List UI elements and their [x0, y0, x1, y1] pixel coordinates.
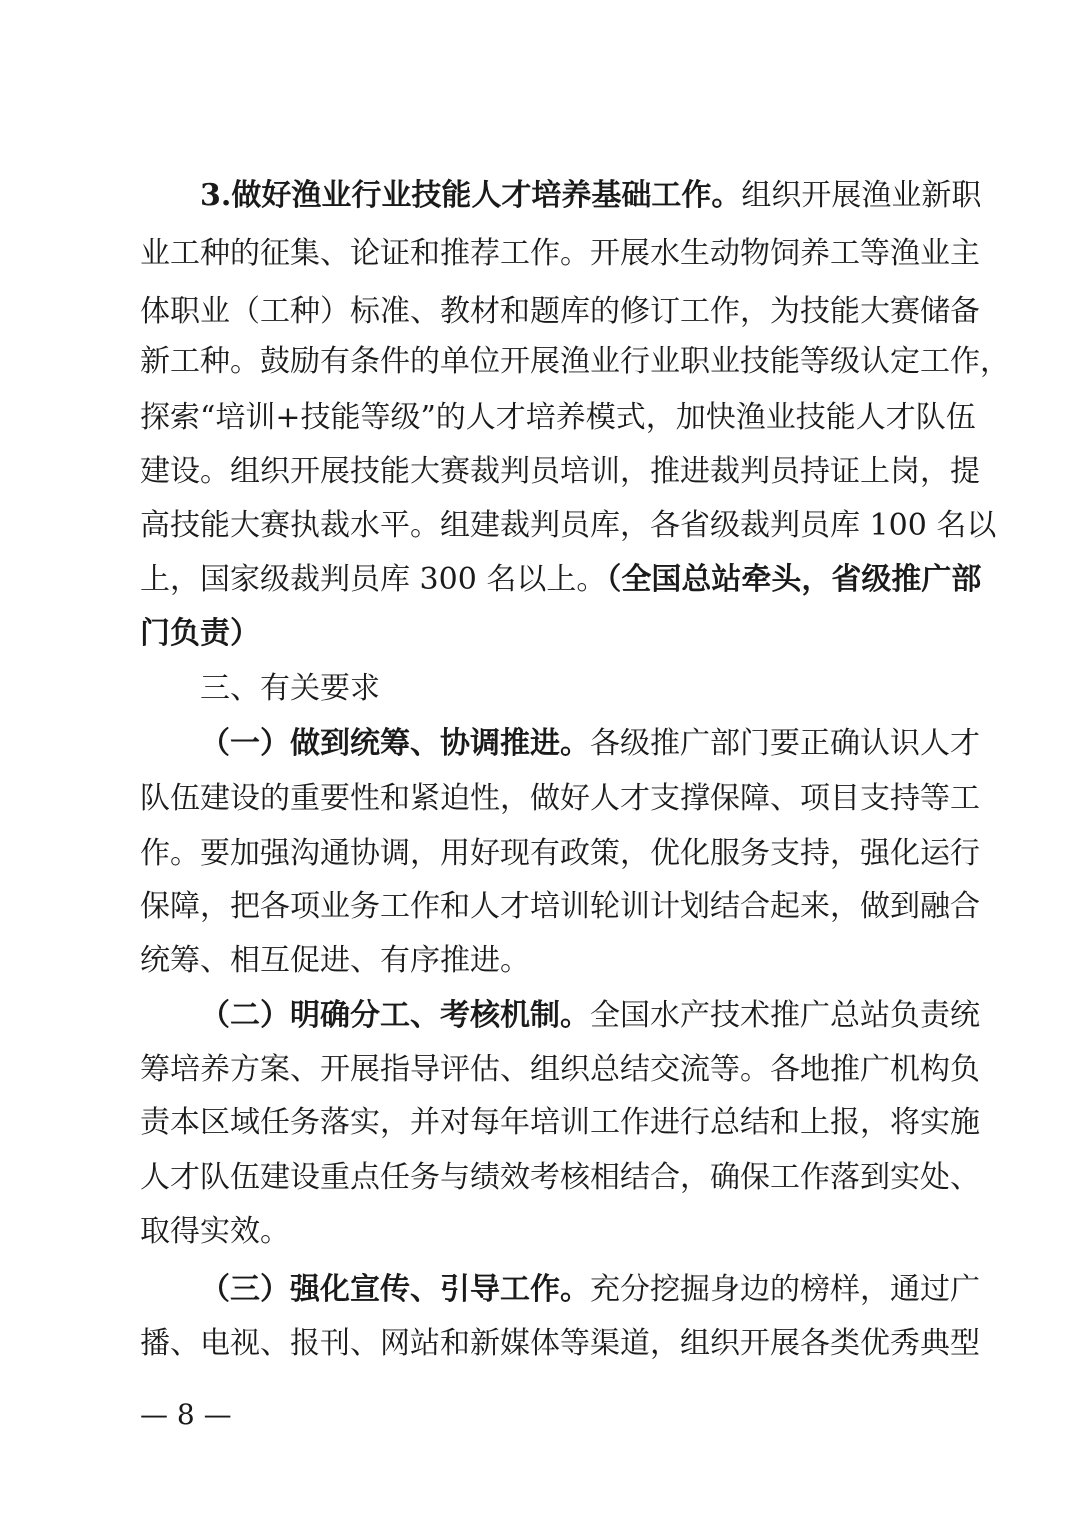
paragraph-line: 筹培养方案、开展指导评估、组织总结交流等。各地推广机构负 — [140, 1052, 980, 1087]
paragraph-line — [200, 168, 982, 224]
section-heading: 三、有关要求 — [200, 671, 380, 706]
paragraph-text: 全国水产技术推广总站负责统 — [590, 998, 980, 1033]
paragraph-line: 人才队伍建设重点任务与绩效考核相结合，确保工作落到实处、 — [140, 1160, 980, 1195]
requirement-heading-bold: （一）做到统筹、协调推进。 — [200, 726, 590, 761]
paragraph-line: 播、电视、报刊、网站和新媒体等渠道，组织开展各类优秀典型 — [140, 1326, 980, 1361]
paragraph-text: 组织开展渔业新职 — [741, 178, 982, 213]
requirement-heading-bold: （三）强化宣传、引导工作。 — [200, 1272, 590, 1307]
paragraph-line — [140, 606, 950, 662]
paragraph-line: 建设。组织开展技能大赛裁判员培训，推进裁判员持证上岗，提 — [140, 454, 980, 489]
paragraph-line — [200, 988, 980, 1044]
paragraph-line — [200, 716, 980, 772]
paragraph-line: 体职业（工种）标准、教材和题库的修订工作，为技能大赛储备 — [140, 294, 980, 329]
paragraph-line: 探索“培训+技能等级”的人才培养模式，加快渔业技能人才队伍 — [140, 400, 976, 435]
paragraph-line: 业工种的征集、论证和推荐工作。开展水生动物饲养工等渔业主 — [140, 236, 980, 271]
paragraph-line — [140, 552, 982, 608]
paragraph-line: 高技能大赛执裁水平。组建裁判员库，各省级裁判员库 100 名以 — [140, 508, 997, 543]
section-heading-bold: 3.做好渔业行业技能人才培养基础工作。 — [200, 178, 742, 213]
paragraph-text: 上，国家级裁判员库 300 名以上。 — [140, 562, 607, 597]
page-number: — 8 — — [140, 1398, 232, 1431]
responsibility-note-bold: （全国总站牵头，省级推广部 — [606, 562, 982, 597]
paragraph-text: 各级推广部门要正确认识人才 — [590, 726, 980, 761]
paragraph-line: 队伍建设的重要性和紧迫性，做好人才支撑保障、项目支持等工 — [140, 781, 980, 816]
responsibility-note-bold: 门负责） — [140, 616, 260, 651]
paragraph-line: 取得实效。 — [140, 1214, 290, 1249]
paragraph-line: 作。要加强沟通协调，用好现有政策，优化服务支持，强化运行 — [140, 836, 980, 871]
paragraph-line: 保障，把各项业务工作和人才培训轮训计划结合起来，做到融合 — [140, 889, 980, 924]
requirement-heading-bold: （二）明确分工、考核机制。 — [200, 998, 590, 1033]
paragraph-line: 责本区域任务落实，并对每年培训工作进行总结和上报，将实施 — [140, 1105, 980, 1140]
paragraph-line — [200, 1262, 980, 1318]
paragraph-line: 统筹、相互促进、有序推进。 — [140, 943, 530, 978]
paragraph-text: 充分挖掘身边的榜样，通过广 — [590, 1272, 980, 1307]
paragraph-line: 新工种。鼓励有条件的单位开展渔业行业职业技能等级认定工作， — [140, 344, 1010, 379]
